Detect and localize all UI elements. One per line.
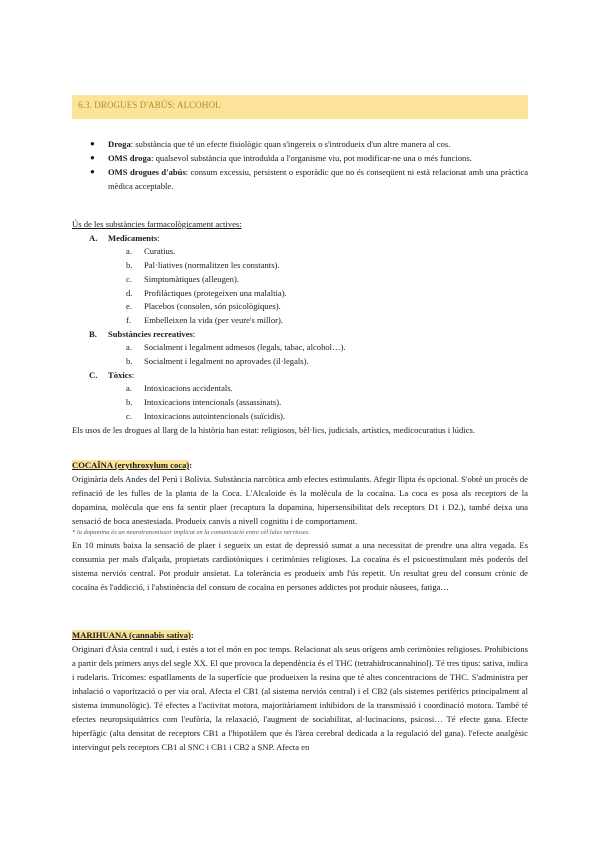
item-text: Intoxicacions autointencionals (suïcidis). [144,410,286,421]
usos-item [72,245,528,259]
item-marker: a. [126,383,132,394]
group-label: Medicaments [108,232,158,243]
footnote: * la dopamina és un neurotransmissor implicat en la comunicació entre cèl·lules nervioses. [72,529,310,536]
item-marker: e. [126,301,132,312]
definition-item [90,151,528,165]
cocaina-section [72,458,528,594]
heading-colon: : [189,460,193,470]
item-marker: f. [126,314,132,325]
section-heading [72,458,528,472]
item-marker: d. [126,287,133,298]
usos-item [72,259,528,273]
usos-item [72,382,528,396]
item-text: Embelleixen la vida (per veure's millor). [144,314,283,325]
item-text: Socialment i legalment admesos (legals, tabac, alcohol…). [144,342,346,353]
item-text: Curatius. [144,246,176,257]
item-marker: b. [126,397,133,408]
definition-term: OMS drogues d'abús [108,167,186,177]
heading-text: MARIHUANA (cannabis sativa) [72,630,191,640]
item-text: Socialment i legalment no aprovades (il·legals). [144,356,309,367]
item-text: Intoxicacions accidentals. [144,383,233,394]
item-marker: a. [126,342,132,353]
group-marker: B. [89,328,97,339]
group-marker: C. [89,369,98,380]
bullet-icon: ● [90,153,95,162]
item-text: Profilàctiques (protegeixen una malaltia). [144,287,287,298]
paragraph: Originari d'Àsia central i sud, i estès a tot el món en poc temps. Relacionat als seus orígens amb cerimònies religioses. Prohibicions a partir dels primers anys del segle XX. El que provoca la dependència és el THC (tetrahidrocannabinol). Té tres tipus: sativa, indica i rudelaris. Tricomes: espatllaments de la superfície que produeixen la resina que té altes concentracions de THC. S'administra per inhalació o vaporització o per via oral. Afecta el CB1 (al sistema nerviós central) i el CB2 (als sistemes perifèrics principalment al sistema immunològic). Té efectes a l'activitat motora, majoritàriament inhibidors de la transmissió i coordinació motora. També té efectes neuropsiquiàtrics com l'eufòria, la relaxació, l'augment de sociabilitat, al·lucinacions, psicosi… Té efecte gana. Efecte hiperfàgic (alta densitat de receptors CB1 a l'hipotàlem que és l'àrea cerebral dedicada a la regulació del gana). l'efecte analgèsic intervingut pels receptors CB1 al SNC i CB1 i CB2 a SNP. Afecta en [72,644,528,752]
group-marker: A. [89,232,98,243]
item-text: Intoxicacions intencionals (assassinats). [144,397,282,408]
section-banner: 6.3. DROGUES D'ABÚS: ALCOHOL [72,95,528,119]
usos-group: B. Substàncies recreatives: [72,328,528,342]
item-marker: c. [126,410,132,421]
definition-term: OMS droga [108,153,152,163]
bullet-icon: ● [90,139,95,148]
usos-item [72,273,528,287]
usos-closing: Els usos de les drogues al llarg de la història han estat: religiosos, bèl·lics, judicials, artístics, medicocuratius i lúdics. [72,424,475,435]
item-text: Simptomàtiques (alleugen). [144,273,239,284]
group-label: Tòxics [108,369,132,380]
item-marker: b. [126,356,133,367]
definitions-list [90,137,528,193]
group-label: Substàncies recreatives [108,328,193,339]
paragraph: En 10 minuts baixa la sensació de plaer i segueix un estat de depressió sumat a una necessitat de prendre una altra vegada. Es consumia per mals d'alçada, propietats cardiotòniques i cerimònies religioses. La cocaïna és el psicoestimulant més poderós del sistema nerviós central. Pot produir ansietat. La tolerància es produeix amb l'ús repetit. Un resultat greu del consum crònic de cocaïna és l'addicció, i l'abstinència del consum de cocaïna en persones addictes pot produir nàusees, fatiga… [72,540,528,592]
usos-group: A. Medicaments: [72,232,528,246]
section-heading [72,628,528,642]
item-text: Pal·liatives (normalitzen les constants). [144,260,280,271]
usos-item [72,341,528,355]
definition-text: : qualsevol substància que introduïda a l'organisme viu, pot modificar-ne una o més funcions. [151,153,472,163]
marihuana-section [72,628,528,754]
usos-section [72,218,528,437]
item-marker: c. [126,273,132,284]
definition-term: Droga [108,139,131,149]
item-marker: a. [126,246,132,257]
usos-item [72,410,528,424]
definition-text: : substància que té un efecte fisiològic quan s'ingereix o s'introdueix d'un altre manera al cos. [130,139,451,149]
definition-text: : consum excessiu, persistent o esporàdic que no és conseqüent ni està relacionat amb una pràctica mèdica acceptable. [108,167,529,191]
usos-item [72,396,528,410]
bullet-icon: ● [90,167,95,176]
definition-item [90,137,528,151]
usos-item [72,287,528,301]
usos-item [72,314,528,328]
definition-item [90,165,528,193]
usos-group: C. Tòxics: [72,369,528,383]
usos-item [72,300,528,314]
usos-title: Ús de les substàncies farmacològicament actives: [72,219,242,229]
item-marker: b. [126,260,133,271]
heading-colon: : [190,630,194,640]
paragraph: Originària dels Andes del Perú i Bolívia. Substància narcòtica amb efectes estimulants. Afegir llipta és opcional. S'obté un procés de refinació de les fulles de la planta de la Coca. L'Alcaloide és la molècula de la cocaïna. La coca es posa als receptors de la dopamina, molècula que ens fa sentir plaer (recaptura la dopamina, hipersensibilitat dels receptors D1 i D2.), també deixa una sensació de boca anestesiada. Produeix canvis a nivell cognitiu i de comportament. [72,474,528,526]
heading-text: COCAÏNA (erythroxylum coca) [72,460,190,470]
usos-item [72,355,528,369]
item-text: Placebos (consolen, són psicològiques). [144,301,281,312]
